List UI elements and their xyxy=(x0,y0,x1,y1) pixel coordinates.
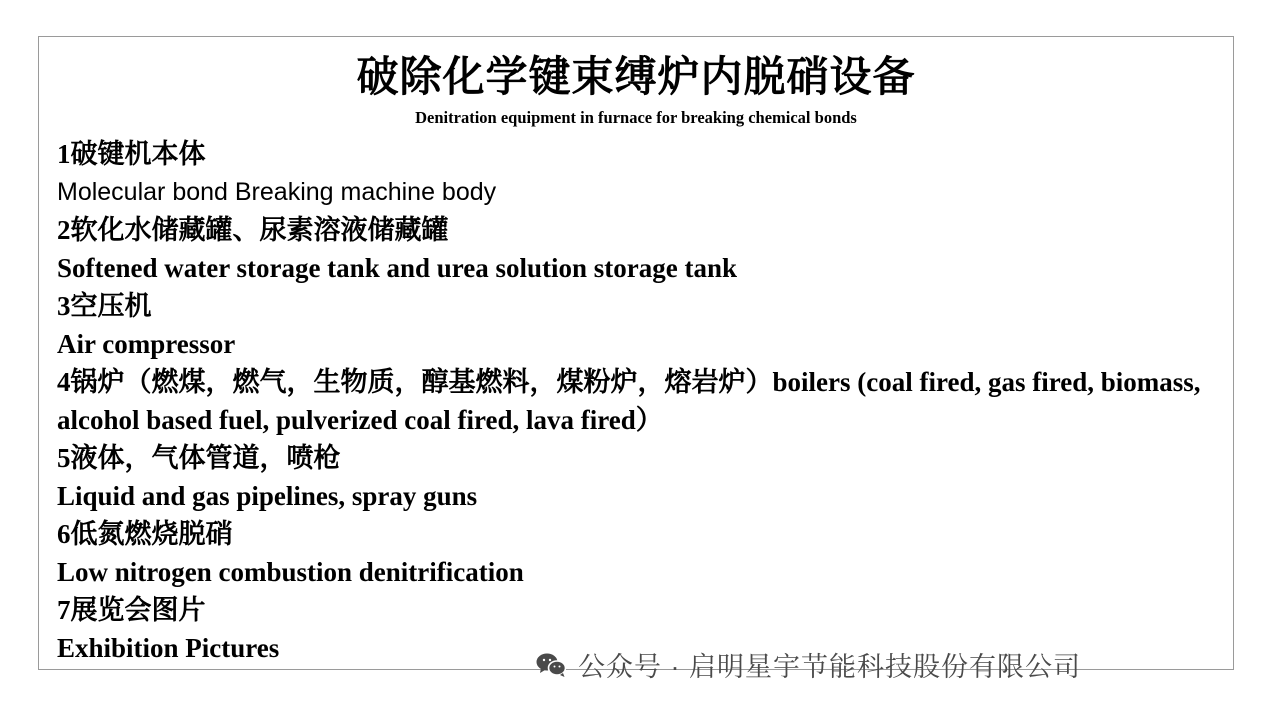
list-item-en-7: Exhibition Pictures xyxy=(57,633,280,663)
watermark-text: 公众号 · 启明星宇节能科技股份有限公司 xyxy=(578,652,1081,682)
equipment-list xyxy=(39,135,1233,667)
list-item-en-1: Molecular bond Breaking machine body xyxy=(57,178,497,206)
list-item-cn-7: 7展览会图片 xyxy=(57,595,206,625)
title-block xyxy=(39,37,1233,129)
list-item-cn-3: 3空压机 xyxy=(57,291,152,321)
list-item-en-3: Air compressor xyxy=(57,329,236,359)
list-item-cn-1: 1破键机本体 xyxy=(57,139,206,169)
content-frame xyxy=(38,36,1234,670)
list-item-cn-4: 4锅炉（燃煤，燃气，生物质，醇基燃料，煤粉炉，熔岩炉）boilers (coal fired, gas fired, biomass, alcohol based fuel, pulverized coal fired, lava fired） xyxy=(57,367,1201,435)
list-item-cn-2: 2软化水储藏罐、尿素溶液储藏罐 xyxy=(57,215,449,245)
page-title: 破除化学键束缚炉内脱硝设备 xyxy=(356,55,916,101)
watermark xyxy=(536,645,1081,684)
page-subtitle: Denitration equipment in furnace for breaking chemical bonds xyxy=(415,108,857,127)
list-item-en-5: Liquid and gas pipelines, spray guns xyxy=(57,481,478,511)
wechat-icon xyxy=(536,652,566,678)
list-item-cn-5: 5液体，气体管道，喷枪 xyxy=(57,443,341,473)
list-item-en-6: Low nitrogen combustion denitrification xyxy=(57,557,524,587)
list-item-en-2: Softened water storage tank and urea solution storage tank xyxy=(57,253,738,283)
list-item-cn-6: 6低氮燃烧脱硝 xyxy=(57,519,233,549)
